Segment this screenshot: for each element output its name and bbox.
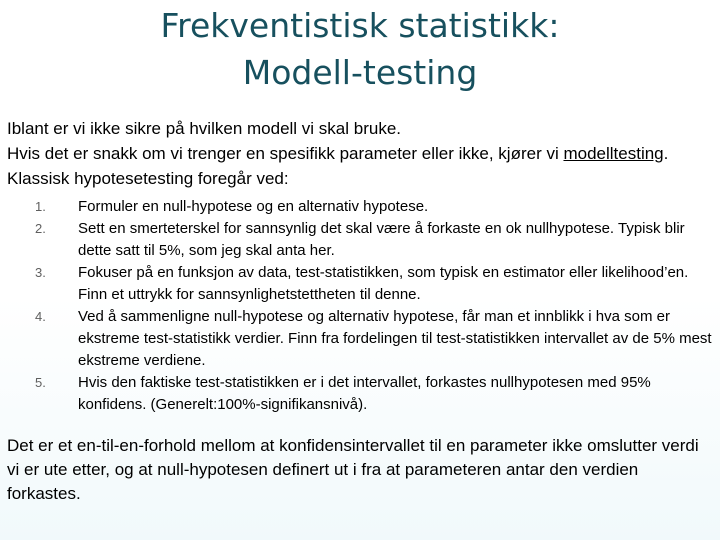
list-item	[0, 306, 715, 372]
list-item	[0, 262, 715, 306]
list-item-text: Formuler en null-hypotese og en alternativ hypotese.	[78, 198, 429, 215]
list-item	[0, 218, 715, 262]
list-item-number: 4.	[35, 309, 46, 324]
slide-title-line-1: Frekventistisk statistikk:	[160, 6, 560, 45]
intro-paragraph	[7, 116, 712, 191]
list-item	[0, 372, 715, 416]
list-item-number: 1.	[35, 199, 46, 214]
intro-line-1: Iblant er vi ikke sikre på hvilken modell vi skal bruke.	[7, 119, 401, 138]
slide-title-line-2: Modell-testing	[242, 53, 478, 92]
list-item-text: Hvis den faktiske test-statistikken er i det intervallet, forkastes nullhypotesen med 95% konfidens. (Generelt:100%-signifikansnivå).	[78, 374, 651, 413]
list-item-text: Fokuser på en funksjon av data, test-statistikken, som typisk en estimator eller likelihood’en. Finn et uttrykk for sannsynlighetstettheten til denne.	[78, 264, 689, 303]
list-item-number: 3.	[35, 265, 46, 280]
intro-line-2-end: . Klassisk hypotesetesting foregår ved:	[7, 144, 669, 188]
hypothesis-steps-list	[0, 196, 715, 416]
list-item-text: Sett en smerteterskel for sannsynlig det skal være å forkaste en ok nullhypotese. Typisk blir dette satt til 5%, som jeg skal anta her.	[78, 220, 685, 259]
list-item-text: Ved å sammenligne null-hypotese og alternativ hypotese, får man et innblikk i hva som er ekstreme test-statistikk verdier. Finn fra fordelingen til test-statistikken intervallet av de 5% mest ekstreme verdiene.	[78, 308, 712, 369]
outro-paragraph: Det er et en-til-en-forhold mellom at konfidensintervallet til en parameter ikke omslutter verdi vi er ute etter, og at null-hypotesen definert ut i fra at parameteren antar den verdien forkastes.	[7, 436, 699, 503]
slide-title	[0, 2, 720, 96]
list-item-number: 2.	[35, 221, 46, 236]
intro-line-2-start: Hvis det er snakk om vi trenger en spesifikk parameter eller ikke, kjører vi	[7, 144, 564, 163]
list-item-number: 5.	[35, 375, 46, 390]
list-item	[0, 196, 715, 218]
intro-line-2	[7, 141, 712, 191]
modelltesting-term: modelltesting	[563, 144, 664, 163]
